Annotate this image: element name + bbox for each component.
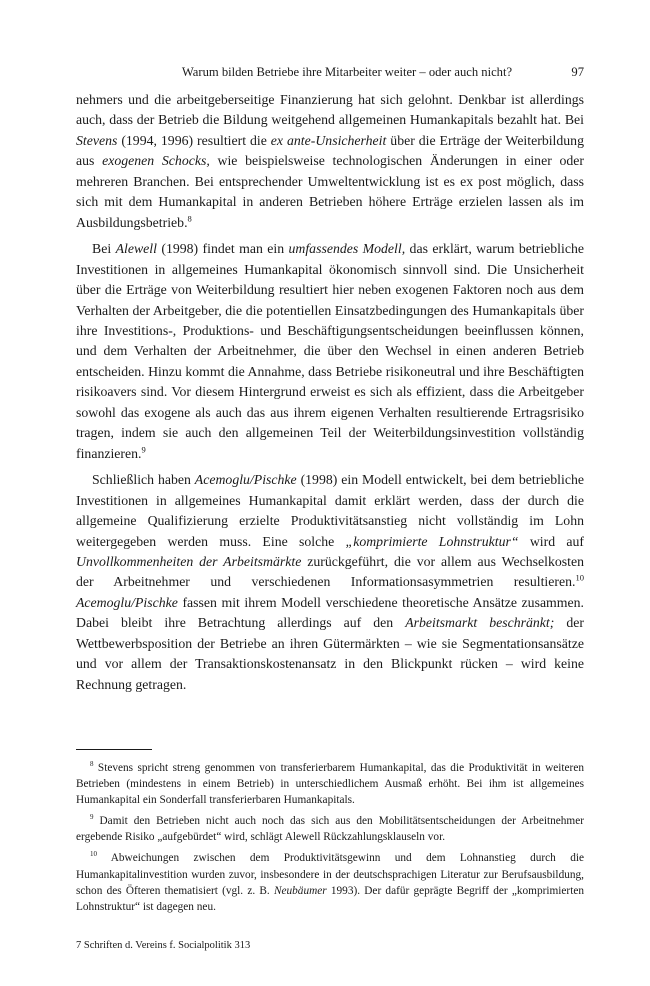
text-run: Bei bbox=[92, 241, 116, 257]
signature-line: 7 Schriften d. Vereins f. Socialpolitik 313 bbox=[76, 940, 251, 951]
emphasis: umfassendes Modell, bbox=[288, 241, 406, 257]
text-run: Schließlich haben bbox=[92, 472, 195, 488]
text-run: (1994, 1996) resultiert die bbox=[117, 132, 271, 148]
emphasis: Acemoglu/Pischke bbox=[194, 472, 297, 488]
text-run: Stevens spricht streng genommen von transferierbarem Humankapital, das die Produktivität in weiteren Betrieben (mindestens in einem Betrieb) in unterschiedlichem Ausmaß erhöht. Bei ihm ist allgemeines Humankapital ein Sonderfall transferierbaren Humankapitals. bbox=[76, 762, 584, 807]
text-run: Damit den Betrieben nicht auch noch das sich aus den Mobilitätsentscheidungen der Arbeitnehmer ergebende Risiko „aufgebürdet“ wird, schlägt Alewell Rückzahlungsklauseln vor. bbox=[76, 815, 584, 844]
emphasis: Arbeitsmarkt beschränkt; bbox=[405, 615, 555, 631]
text-run: über die Erträge der Weiterbildung aus bbox=[76, 132, 584, 169]
text-run: wie beispielsweise technologischen Änderungen in einer oder mehreren Branchen. Bei entsprechender Umweltentwicklung ist es ex post möglich, dass sich mit dem Humankapital in anderen Betrieben höhere Erträge erzielen lassen als im Ausbildungsbetrieb. bbox=[76, 153, 585, 230]
text-run: das erklärt, warum betriebliche Investitionen in allgemeines Humankapital ökonomisch sinnvoll sind. Die Unsicherheit über die Erträge von Weiterbildung resultiert hier neben exogenen Faktoren noch aus dem Verhalten der Arbeitgeber, die die potentiellen Einsatzbedingungen des Humankapitals über ihre Investitions-, Produktions- und Beschäftigungsentscheidungen beeinflussen können, und dem Verhalten der Arbeitnehmer, die über den Wechsel in einen anderen Betrieb entscheiden. Hinzu kommt die Annahme, dass Betriebe risikoneutral und ihre Beschäftigten risikoavers sind. Vor diesem Hintergrund erweist es sich als effizient, dass die Arbeitgeber sowohl das exogene als auch das aus ihrem eigenen Verhalten resultierende Ertragsrisiko tragen, indem sie auch den allgemeinen Teil der Weiterbildungsinvestition vollständig finanzieren. bbox=[76, 241, 584, 461]
emphasis: Stevens bbox=[76, 132, 118, 148]
footnote-marker: 9 bbox=[141, 444, 146, 455]
footnote-separator bbox=[76, 749, 152, 750]
text-run: Abweichungen zwischen dem Produktivitätsgewinn und dem Lohnanstieg durch die Humankapitalinvestition wurden zuvor, insbesondere in der deutschsprachigen Literatur zur Berufsausbildung, schon des Öfteren thematisiert (vgl. z. B. bbox=[76, 852, 584, 897]
emphasis: Acemoglu/Pischke bbox=[76, 594, 178, 610]
emphasis: ex ante-Unsicherheit bbox=[270, 132, 387, 148]
footnote-marker: 8 bbox=[90, 760, 94, 769]
text-run: (1998) findet man ein bbox=[156, 241, 289, 257]
footnote-marker: 8 bbox=[187, 213, 192, 224]
body-text bbox=[76, 90, 584, 695]
emphasis: Alewell bbox=[115, 241, 157, 257]
running-head: Warum bilden Betriebe ihre Mitarbeiter weiter – oder auch nicht? bbox=[181, 65, 513, 79]
emphasis: Unvollkommenheiten der Arbeitsmärkte bbox=[76, 553, 302, 569]
text-run: der Wettbewerbsposition der Betriebe an ihren Gütermärkten – wie sie Segmentationsansätze und vor allem der Transaktionskostenansatz in den Blickpunkt rücken – wird keine Rechnung getragen. bbox=[76, 615, 584, 692]
emphasis: „komprimierte Lohnstruktur“ bbox=[345, 533, 519, 549]
page-number: 97 bbox=[571, 65, 584, 79]
text-run: fassen mit ihrem Modell verschiedene theoretische Ansätze zusammen. Dabei bleibt ihre Betrachtung allerdings auf den bbox=[76, 594, 584, 631]
footnote-marker: 10 bbox=[90, 850, 97, 859]
footnote-marker: 9 bbox=[90, 813, 94, 822]
emphasis: Neubäumer bbox=[273, 884, 327, 897]
text-run: (1998) ein Modell entwickelt, bei dem betriebliche Investitionen in allgemeines Humankapital damit erklärt werden, dass der durch die allgemeine Qualifizierung erzielte Produktivitätsanstieg nicht vollständig im Lohn weitergegeben werden muss. Eine solche bbox=[76, 472, 584, 549]
footnotes bbox=[76, 760, 584, 920]
footnote-marker: 10 bbox=[575, 572, 584, 583]
footnote bbox=[76, 850, 584, 914]
paragraph bbox=[76, 239, 584, 464]
paragraph bbox=[76, 470, 584, 695]
text-run: 1993). Der dafür geprägte Begriff der „komprimierten Lohnstruktur“ ist dagegen neu. bbox=[76, 884, 584, 913]
text-run: nehmers und die arbeitgeberseitige Finanzierung hat sich gelohnt. Denkbar ist allerdings auch, dass der Betrieb die Bildung weitgehend allgemeinen Humankapitals bezahlt hat. Bei bbox=[76, 92, 584, 128]
paragraph bbox=[76, 90, 584, 233]
text-run: zurückgeführt, die vor allem aus Wechselkosten der Arbeitnehmer und verschiedenen Informationsasymmetrien resultieren. bbox=[76, 553, 584, 590]
footnote bbox=[76, 760, 584, 808]
footnote bbox=[76, 813, 584, 845]
emphasis: exogenen Schocks, bbox=[102, 153, 210, 169]
text-run: wird auf bbox=[518, 533, 585, 549]
